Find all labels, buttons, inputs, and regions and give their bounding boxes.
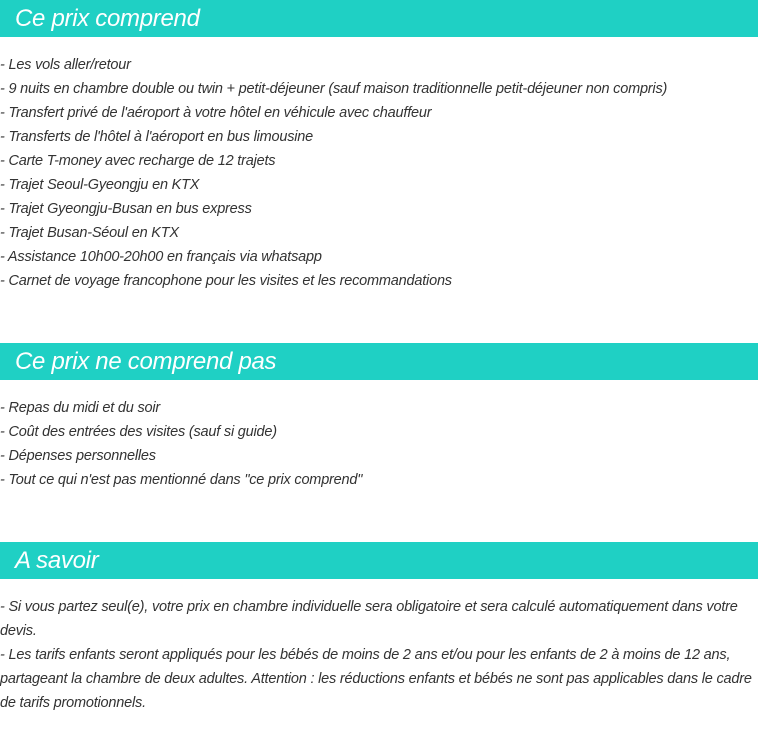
list-item: - Transferts de l'hôtel à l'aéroport en bus limousine: [0, 129, 314, 145]
section-header-ce-prix-comprend: [0, 0, 758, 37]
list-item: - Les tarifs enfants seront appliqués pour les bébés de moins de 2 ans et/ou pour les enfants de 2 à moins de 12 ans, partageant la chambre de deux adultes. Attention : les réductions enfants et bébés ne sont pas applicables dans le cadre de tarifs promotionnels.: [0, 647, 752, 711]
section-header-ce-prix-ne-comprend-pas: [0, 343, 758, 380]
list-item: - Assistance 10h00-20h00 en français via whatsapp: [0, 249, 322, 265]
list-item: - Trajet Seoul-Gyeongju en KTX: [0, 177, 200, 193]
not-included-list: [0, 396, 752, 492]
list-item: - Carnet de voyage francophone pour les visites et les recommandations: [0, 273, 452, 289]
included-list: [0, 53, 752, 293]
section-title: Ce prix comprend: [15, 5, 200, 32]
list-item: - Repas du midi et du soir: [0, 400, 161, 416]
list-item: - 9 nuits en chambre double ou twin + petit-déjeuner (sauf maison traditionnelle petit-déjeuner non compris): [0, 81, 668, 97]
section-title: Ce prix ne comprend pas: [15, 348, 277, 375]
list-item: - Trajet Busan-Séoul en KTX: [0, 225, 179, 241]
section-header-a-savoir: [0, 542, 758, 579]
list-item: - Les vols aller/retour: [0, 57, 131, 73]
list-item: - Coût des entrées des visites (sauf si guide): [0, 424, 277, 440]
list-item: - Trajet Gyeongju-Busan en bus express: [0, 201, 252, 217]
list-item: - Carte T-money avec recharge de 12 trajets: [0, 153, 276, 169]
list-item: - Dépenses personnelles: [0, 448, 156, 464]
good-to-know-list: [0, 595, 752, 715]
list-item: - Tout ce qui n'est pas mentionné dans "ce prix comprend": [0, 472, 363, 488]
section-title: A savoir: [15, 547, 99, 574]
list-item: - Si vous partez seul(e), votre prix en chambre individuelle sera obligatoire et sera calculé automatiquement dans votre devis.: [0, 599, 738, 639]
list-item: - Transfert privé de l'aéroport à votre hôtel en véhicule avec chauffeur: [0, 105, 432, 121]
